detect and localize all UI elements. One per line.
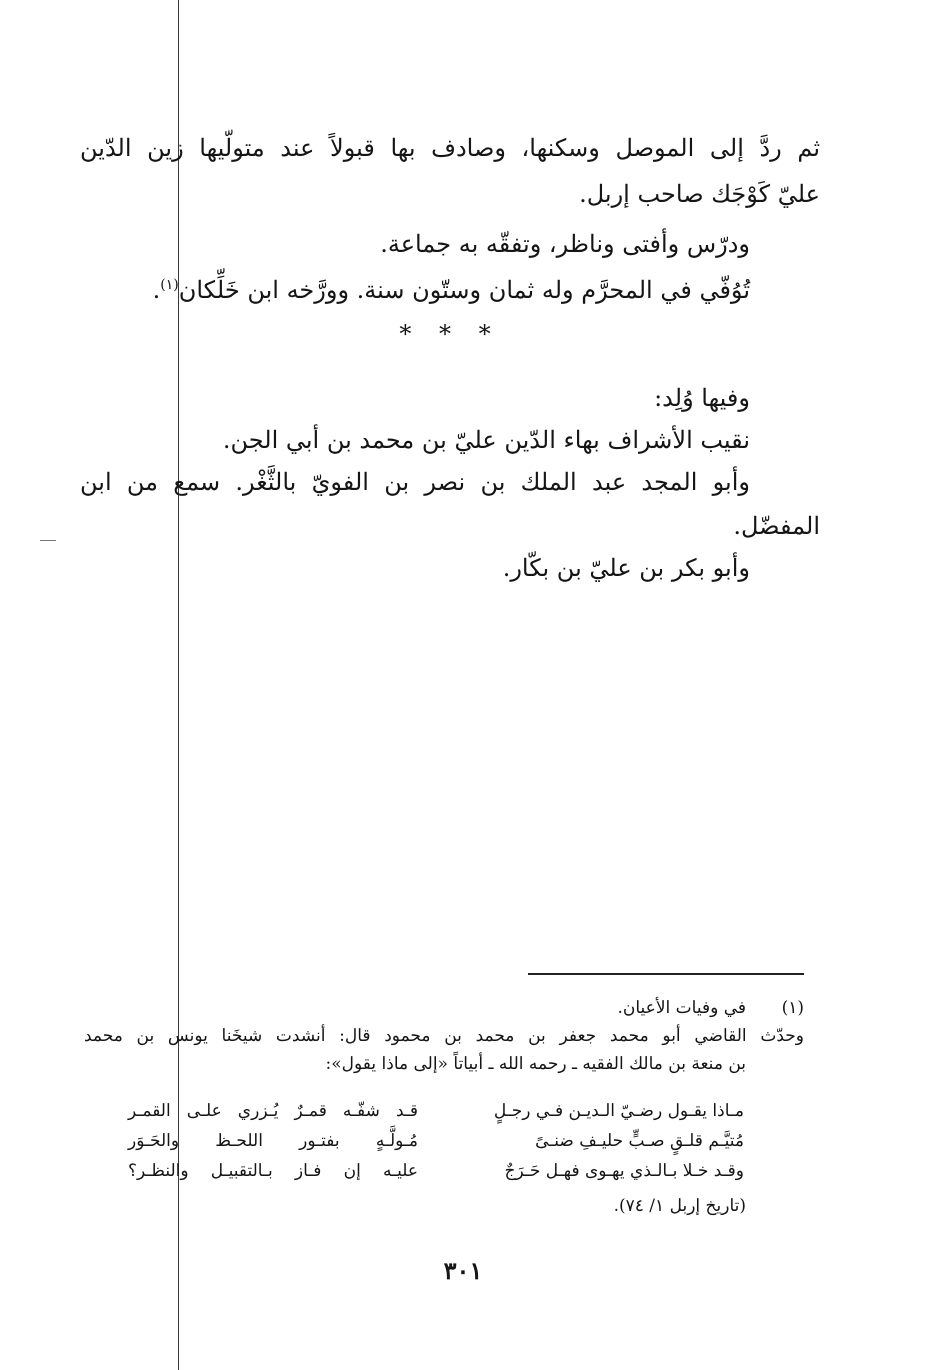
verse-3-second: عليـه إن فـاز بـالتقبيـل والنظـر؟ xyxy=(128,1161,418,1181)
paragraph-3 xyxy=(153,265,750,305)
verse-second-hemistichs xyxy=(128,1096,418,1186)
verse-1-second: قـد شفّـه قمـرٌ يُـزري علـى القمـر xyxy=(128,1101,418,1121)
born-entry-2-line-1: وأبو المجد عبد الملك بن نصر بن الفويّ بالثَّغْر. سمع من ابن xyxy=(80,468,750,496)
footnote-line-2: وحدّث القاضي أبو محمد جعفر بن محمد بن محمود قال: أنشدت شيخَنا يونس بن محمد xyxy=(84,1026,804,1046)
paragraph-3-text: تُوُفّي في المحرَّم وله ثمان وستّون سنة. وورَّخه ابن خَلِّكان xyxy=(178,276,750,304)
born-intro: وفيها وُلِد: xyxy=(654,384,750,412)
verse-first-hemistichs xyxy=(414,1096,744,1186)
footnote-line-3: بن منعة بن مالك الفقيه ـ رحمه الله ـ أبياتاً «إلى ماذا يقول»: xyxy=(325,1054,746,1074)
born-entry-2-line-2: المفضّل. xyxy=(733,512,820,540)
verse-3-first: وقـد خـلا بـالـذي يهـوى فهـل حَـرَجٌ xyxy=(504,1161,744,1181)
section-separator: * * * xyxy=(399,320,501,348)
footnote-line-1: في وفيات الأعيان. xyxy=(617,998,746,1018)
paragraph-1-line-2: عليّ كَوْجَك صاحب إربل. xyxy=(579,180,820,208)
born-entry-3: وأبو بكر بن عليّ بن بكّار. xyxy=(502,554,750,582)
born-entry-1: نقيب الأشراف بهاء الدّين عليّ بن محمد بن أبي الجن. xyxy=(222,426,750,454)
verse-1-first: مـاذا يقـول رضـيّ الـديـن فـي رجـلٍ xyxy=(493,1101,744,1121)
main-text xyxy=(80,0,820,600)
footnote-number: (١) xyxy=(781,998,804,1018)
page-number: ٣٠١ xyxy=(443,1256,483,1285)
footnote-separator xyxy=(528,973,804,975)
verse-2-first: مُتيَّـم قلـقٍ صـبٍّ حليـفِ ضنـىً xyxy=(535,1131,744,1151)
paragraph-2: ودرّس وأفتى وناظر، وتفقّه به جماعة. xyxy=(380,230,750,258)
margin-mark xyxy=(40,540,56,541)
footnote-source: (تاريخ إربل ١/ ٧٤). xyxy=(613,1196,746,1216)
paragraph-1-line-1: ثم ردَّ إلى الموصل وسكنها، وصادف بها قبولاً عند متولّيها زين الدّين xyxy=(80,134,820,162)
footnote-marker: (١) xyxy=(160,277,179,293)
paragraph-3-end: . xyxy=(152,276,161,304)
verse-2-second: مُـولَّـهٍ بفتـور اللحـظ والحَـوَر xyxy=(128,1131,418,1151)
